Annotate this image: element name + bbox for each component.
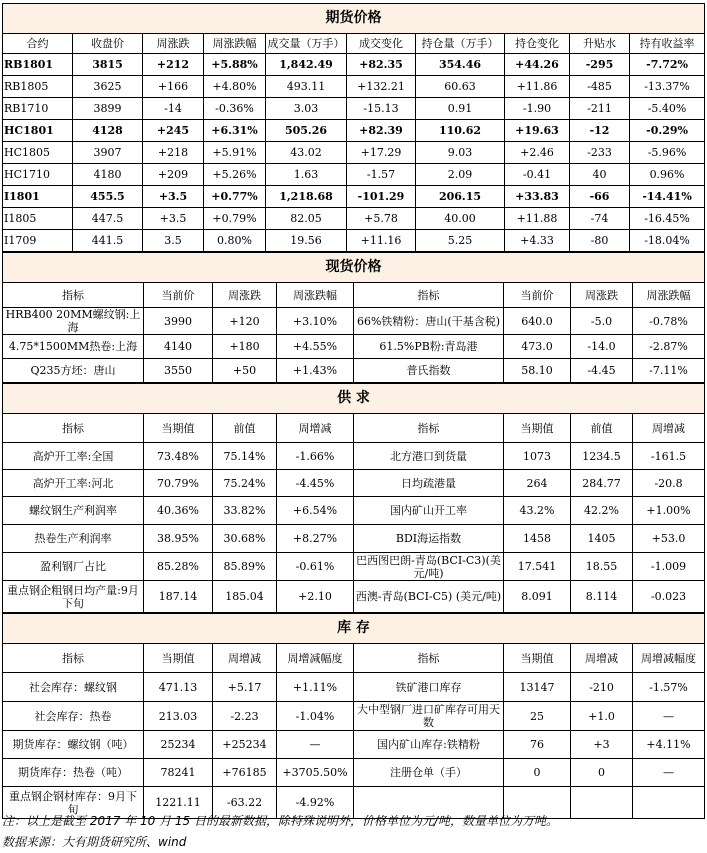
table-cell: -233	[570, 142, 630, 164]
header-cell: 周涨跌幅	[633, 283, 705, 308]
header-cell: 当期值	[504, 644, 571, 673]
table-cell: -161.5	[633, 443, 705, 470]
table-cell: 38.95%	[144, 525, 213, 553]
table-cell: 社会库存：热卷	[3, 702, 144, 731]
table-cell: 8.091	[504, 581, 571, 613]
table-cell: 国内矿山库存:铁精粉	[354, 731, 504, 759]
table-cell: 66%铁精粉：唐山(干基含税)	[354, 308, 504, 335]
futures-header-row	[3, 34, 705, 54]
table-cell: +5.88%	[204, 54, 266, 76]
header-cell: 持仓变化	[505, 34, 570, 54]
table-cell: 1458	[504, 525, 571, 553]
table-row	[3, 525, 705, 553]
spot-header-row	[3, 283, 705, 308]
table-cell: 284.77	[571, 470, 633, 497]
table-cell: 2.09	[416, 164, 505, 186]
footnote: 注：以上是截至 2017 年 10 月 15 日的最新数据，除特殊说明外，价格单位为元/吨，数量单位为万吨。	[2, 814, 559, 828]
table-row	[3, 308, 705, 335]
table-cell: 重点钢企粗钢日均产量:9月下旬	[3, 581, 144, 613]
table-cell: +17.29	[347, 142, 416, 164]
table-cell: +1.0	[571, 702, 633, 731]
table-cell: +180	[213, 335, 277, 359]
table-cell: +2.46	[505, 142, 570, 164]
table-cell: -1.04%	[277, 702, 354, 731]
table-row	[3, 553, 705, 581]
table-cell: 82.05	[266, 208, 347, 230]
table-cell: 热卷生产利润率	[3, 525, 144, 553]
table-cell: I1709	[3, 230, 73, 252]
table-cell: -1.009	[633, 553, 705, 581]
table-cell: 螺纹钢生产利润率	[3, 497, 144, 525]
header-cell: 周涨跌	[213, 283, 277, 308]
table-cell: -63.22	[213, 787, 277, 819]
table-cell: +5.91%	[204, 142, 266, 164]
report-container	[2, 3, 704, 819]
table-cell: +212	[143, 54, 204, 76]
table-cell: 60.63	[416, 76, 505, 98]
header-cell: 周增减	[277, 414, 354, 443]
table-cell: -1.66%	[277, 443, 354, 470]
table-cell: -2.23	[213, 702, 277, 731]
table-cell: +5.78	[347, 208, 416, 230]
table-cell: 61.5%PB粉:青岛港	[354, 335, 504, 359]
table-cell: I1805	[3, 208, 73, 230]
inventory-table	[2, 613, 705, 819]
header-cell: 指标	[3, 414, 144, 443]
header-cell: 周增减	[633, 414, 705, 443]
table-cell: 70.79%	[144, 470, 213, 497]
futures-body	[3, 54, 705, 252]
table-cell: 30.68%	[213, 525, 277, 553]
table-cell: 1234.5	[571, 443, 633, 470]
table-row	[3, 731, 705, 759]
table-cell: 213.03	[144, 702, 213, 731]
table-cell: 4.75*1500MM热卷:上海	[3, 335, 144, 359]
table-cell: 0	[504, 759, 571, 787]
table-cell: -20.8	[633, 470, 705, 497]
table-cell: +218	[143, 142, 204, 164]
table-cell: 国内矿山开工率	[354, 497, 504, 525]
table-cell: +33.83	[505, 186, 570, 208]
table-row	[3, 443, 705, 470]
table-cell: 3550	[144, 359, 213, 383]
table-cell: -1.57	[347, 164, 416, 186]
supply-section-title: 供 求	[3, 384, 705, 414]
table-cell: 日均疏港量	[354, 470, 504, 497]
table-cell: 18.55	[571, 553, 633, 581]
table-cell: 3.03	[266, 98, 347, 120]
header-cell: 周增减幅度	[277, 644, 354, 673]
table-cell: 西澳-青岛(BCI-C5) (美元/吨)	[354, 581, 504, 613]
table-cell: +1.00%	[633, 497, 705, 525]
header-cell: 前值	[213, 414, 277, 443]
table-row	[3, 142, 705, 164]
table-row	[3, 186, 705, 208]
table-cell: 大中型钢厂进口矿库存可用天数	[354, 702, 504, 731]
table-row	[3, 164, 705, 186]
table-cell: +2.10	[277, 581, 354, 613]
table-cell: -5.40%	[630, 98, 705, 120]
supply-table	[2, 383, 705, 613]
data-source: 数据来源：大有期货研究所、wind	[2, 835, 187, 849]
table-cell: —	[633, 702, 705, 731]
table-cell: 75.24%	[213, 470, 277, 497]
header-cell: 前值	[571, 414, 633, 443]
table-row	[3, 702, 705, 731]
table-cell: 75.14%	[213, 443, 277, 470]
table-cell: I1801	[3, 186, 73, 208]
header-cell: 指标	[354, 414, 504, 443]
table-cell: 471.13	[144, 673, 213, 702]
table-cell: RB1710	[3, 98, 73, 120]
table-row	[3, 497, 705, 525]
header-cell: 持有收益率	[630, 34, 705, 54]
table-cell: -0.29%	[630, 120, 705, 142]
table-cell: 1405	[571, 525, 633, 553]
header-cell: 周涨跌	[143, 34, 204, 54]
table-cell: +11.16	[347, 230, 416, 252]
spot-table	[2, 252, 705, 383]
header-cell: 成交变化	[347, 34, 416, 54]
header-cell: 当前价	[144, 283, 213, 308]
table-cell: +4.33	[505, 230, 570, 252]
table-cell: +4.80%	[204, 76, 266, 98]
table-cell: 8.114	[571, 581, 633, 613]
table-cell: 187.14	[144, 581, 213, 613]
table-cell: 455.5	[73, 186, 143, 208]
supply-header-row	[3, 414, 705, 443]
table-cell: 58.10	[504, 359, 571, 383]
table-cell: 0.96%	[630, 164, 705, 186]
table-cell: 9.03	[416, 142, 505, 164]
table-cell: -485	[570, 76, 630, 98]
table-cell: 43.2%	[504, 497, 571, 525]
header-cell: 当期值	[144, 414, 213, 443]
table-cell: 447.5	[73, 208, 143, 230]
table-cell: -7.72%	[630, 54, 705, 76]
table-cell: 76	[504, 731, 571, 759]
table-cell: 1,218.68	[266, 186, 347, 208]
table-cell: +3.10%	[277, 308, 354, 335]
table-row	[3, 359, 705, 383]
table-cell: 巴西图巴朗-青岛(BCI-C3)(美元/吨)	[354, 553, 504, 581]
header-cell: 持仓量（万手）	[416, 34, 505, 54]
header-cell: 成交量（万手）	[266, 34, 347, 54]
table-cell: +19.63	[505, 120, 570, 142]
table-cell: -5.0	[571, 308, 633, 335]
table-row	[3, 335, 705, 359]
table-cell: 4128	[73, 120, 143, 142]
table-cell: +3705.50%	[277, 759, 354, 787]
table-cell: 期货库存：热卷（吨）	[3, 759, 144, 787]
table-row	[3, 120, 705, 142]
table-cell: 441.5	[73, 230, 143, 252]
table-cell: -0.78%	[633, 308, 705, 335]
header-cell: 周增减幅度	[633, 644, 705, 673]
table-cell: 264	[504, 470, 571, 497]
header-cell: 周增减	[213, 644, 277, 673]
table-cell: 注册仓单（手）	[354, 759, 504, 787]
table-cell: +0.79%	[204, 208, 266, 230]
table-cell: 85.89%	[213, 553, 277, 581]
table-cell: -0.36%	[204, 98, 266, 120]
table-cell: -210	[571, 673, 633, 702]
header-cell: 升贴水	[570, 34, 630, 54]
header-cell: 合约	[3, 34, 73, 54]
table-cell: 高炉开工率:河北	[3, 470, 144, 497]
table-cell: +3.5	[143, 208, 204, 230]
table-cell: 重点钢企钢材库存：9月下旬	[3, 787, 144, 819]
table-cell: -4.45%	[277, 470, 354, 497]
table-row	[3, 581, 705, 613]
table-cell: 473.0	[504, 335, 571, 359]
table-cell: 354.46	[416, 54, 505, 76]
header-cell: 当期值	[144, 644, 213, 673]
table-cell: -14	[143, 98, 204, 120]
table-cell: +4.55%	[277, 335, 354, 359]
table-cell: +11.88	[505, 208, 570, 230]
table-cell: HC1710	[3, 164, 73, 186]
table-cell: -0.41	[505, 164, 570, 186]
table-cell: +8.27%	[277, 525, 354, 553]
table-row	[3, 98, 705, 120]
table-cell: +11.86	[505, 76, 570, 98]
table-cell: +50	[213, 359, 277, 383]
inventory-header-row	[3, 644, 705, 673]
table-cell: 4180	[73, 164, 143, 186]
table-cell: Q235方坯：唐山	[3, 359, 144, 383]
header-cell: 当期值	[504, 414, 571, 443]
table-cell: +25234	[213, 731, 277, 759]
table-cell: 40.00	[416, 208, 505, 230]
header-cell: 当前价	[504, 283, 571, 308]
table-row	[3, 673, 705, 702]
table-cell: 0.80%	[204, 230, 266, 252]
table-cell: -295	[570, 54, 630, 76]
notes	[2, 811, 704, 853]
table-cell: 盈利钢厂占比	[3, 553, 144, 581]
header-cell: 周涨跌幅	[204, 34, 266, 54]
table-cell: 3990	[144, 308, 213, 335]
header-cell: 指标	[354, 644, 504, 673]
table-row	[3, 759, 705, 787]
table-cell: +44.26	[505, 54, 570, 76]
header-cell: 周涨跌幅	[277, 283, 354, 308]
table-cell: 3625	[73, 76, 143, 98]
table-cell: -16.45%	[630, 208, 705, 230]
header-cell: 收盘价	[73, 34, 143, 54]
table-cell: 0	[571, 759, 633, 787]
table-cell: 505.26	[266, 120, 347, 142]
table-cell: +6.54%	[277, 497, 354, 525]
header-cell: 周增减	[571, 644, 633, 673]
table-cell: +4.11%	[633, 731, 705, 759]
table-cell: -12	[570, 120, 630, 142]
table-cell: -15.13	[347, 98, 416, 120]
table-cell: 85.28%	[144, 553, 213, 581]
table-cell: -74	[570, 208, 630, 230]
table-cell: 33.82%	[213, 497, 277, 525]
table-cell: +53.0	[633, 525, 705, 553]
table-cell: -7.11%	[633, 359, 705, 383]
table-cell: RB1805	[3, 76, 73, 98]
inventory-section-title: 库 存	[3, 614, 705, 644]
table-cell: +120	[213, 308, 277, 335]
table-cell: 1,842.49	[266, 54, 347, 76]
header-cell: 指标	[354, 283, 504, 308]
table-cell: +76185	[213, 759, 277, 787]
spot-section-title: 现货价格	[3, 253, 705, 283]
table-row	[3, 76, 705, 98]
table-cell: +5.26%	[204, 164, 266, 186]
table-cell: 5.25	[416, 230, 505, 252]
table-cell: +82.35	[347, 54, 416, 76]
spot-body	[3, 308, 705, 383]
table-cell: -4.92%	[277, 787, 354, 819]
table-cell: -4.45	[571, 359, 633, 383]
table-cell: 普氏指数	[354, 359, 504, 383]
table-cell: 0.91	[416, 98, 505, 120]
header-cell: 指标	[3, 283, 144, 308]
header-cell: 指标	[3, 644, 144, 673]
table-cell: +6.31%	[204, 120, 266, 142]
table-cell: 43.02	[266, 142, 347, 164]
table-cell: 493.11	[266, 76, 347, 98]
table-cell: -101.29	[347, 186, 416, 208]
table-cell: 铁矿港口库存	[354, 673, 504, 702]
header-cell: 周涨跌	[571, 283, 633, 308]
table-cell: 25	[504, 702, 571, 731]
table-cell: 北方港口到货量	[354, 443, 504, 470]
table-cell: 40	[570, 164, 630, 186]
table-row	[3, 470, 705, 497]
table-cell: BDI海运指数	[354, 525, 504, 553]
table-cell: 3.5	[143, 230, 204, 252]
table-cell: 3815	[73, 54, 143, 76]
table-cell: —	[277, 731, 354, 759]
table-cell: +3	[571, 731, 633, 759]
table-cell: +245	[143, 120, 204, 142]
table-cell: -66	[570, 186, 630, 208]
table-cell: -14.41%	[630, 186, 705, 208]
table-cell: +1.43%	[277, 359, 354, 383]
table-cell: 40.36%	[144, 497, 213, 525]
table-cell: HRB400 20MM螺纹钢:上海	[3, 308, 144, 335]
table-cell: +82.39	[347, 120, 416, 142]
table-cell: +132.21	[347, 76, 416, 98]
table-cell: RB1801	[3, 54, 73, 76]
table-cell: 17.541	[504, 553, 571, 581]
table-cell: 78241	[144, 759, 213, 787]
supply-body	[3, 443, 705, 613]
table-cell: -14.0	[571, 335, 633, 359]
table-cell: 3907	[73, 142, 143, 164]
table-cell: HC1805	[3, 142, 73, 164]
table-cell: +5.17	[213, 673, 277, 702]
table-cell: +3.5	[143, 186, 204, 208]
table-cell: 73.48%	[144, 443, 213, 470]
table-cell: -1.90	[505, 98, 570, 120]
table-cell: -2.87%	[633, 335, 705, 359]
table-cell: -0.023	[633, 581, 705, 613]
table-cell: -211	[570, 98, 630, 120]
table-cell: +166	[143, 76, 204, 98]
table-cell: 期货库存：螺纹钢（吨）	[3, 731, 144, 759]
table-row	[3, 230, 705, 252]
table-cell: 4140	[144, 335, 213, 359]
table-cell: 110.62	[416, 120, 505, 142]
inventory-body	[3, 673, 705, 819]
table-cell: 640.0	[504, 308, 571, 335]
table-cell: 1221.11	[144, 787, 213, 819]
table-cell: 13147	[504, 673, 571, 702]
table-cell: 42.2%	[571, 497, 633, 525]
table-cell: +1.11%	[277, 673, 354, 702]
table-cell: 19.56	[266, 230, 347, 252]
table-cell: -0.61%	[277, 553, 354, 581]
table-cell: 25234	[144, 731, 213, 759]
table-row	[3, 208, 705, 230]
futures-table	[2, 3, 705, 252]
table-cell: 高炉开工率:全国	[3, 443, 144, 470]
table-cell: -13.37%	[630, 76, 705, 98]
table-cell: 185.04	[213, 581, 277, 613]
table-cell: -5.96%	[630, 142, 705, 164]
futures-section-title: 期货价格	[3, 4, 705, 34]
table-cell: +209	[143, 164, 204, 186]
table-cell: 206.15	[416, 186, 505, 208]
table-cell: +0.77%	[204, 186, 266, 208]
table-cell: 1.63	[266, 164, 347, 186]
table-cell: —	[633, 759, 705, 787]
table-cell: 社会库存：螺纹钢	[3, 673, 144, 702]
table-cell: 1073	[504, 443, 571, 470]
table-cell: -18.04%	[630, 230, 705, 252]
table-cell: 3899	[73, 98, 143, 120]
table-row	[3, 54, 705, 76]
table-cell: HC1801	[3, 120, 73, 142]
table-cell: -80	[570, 230, 630, 252]
table-cell: -1.57%	[633, 673, 705, 702]
